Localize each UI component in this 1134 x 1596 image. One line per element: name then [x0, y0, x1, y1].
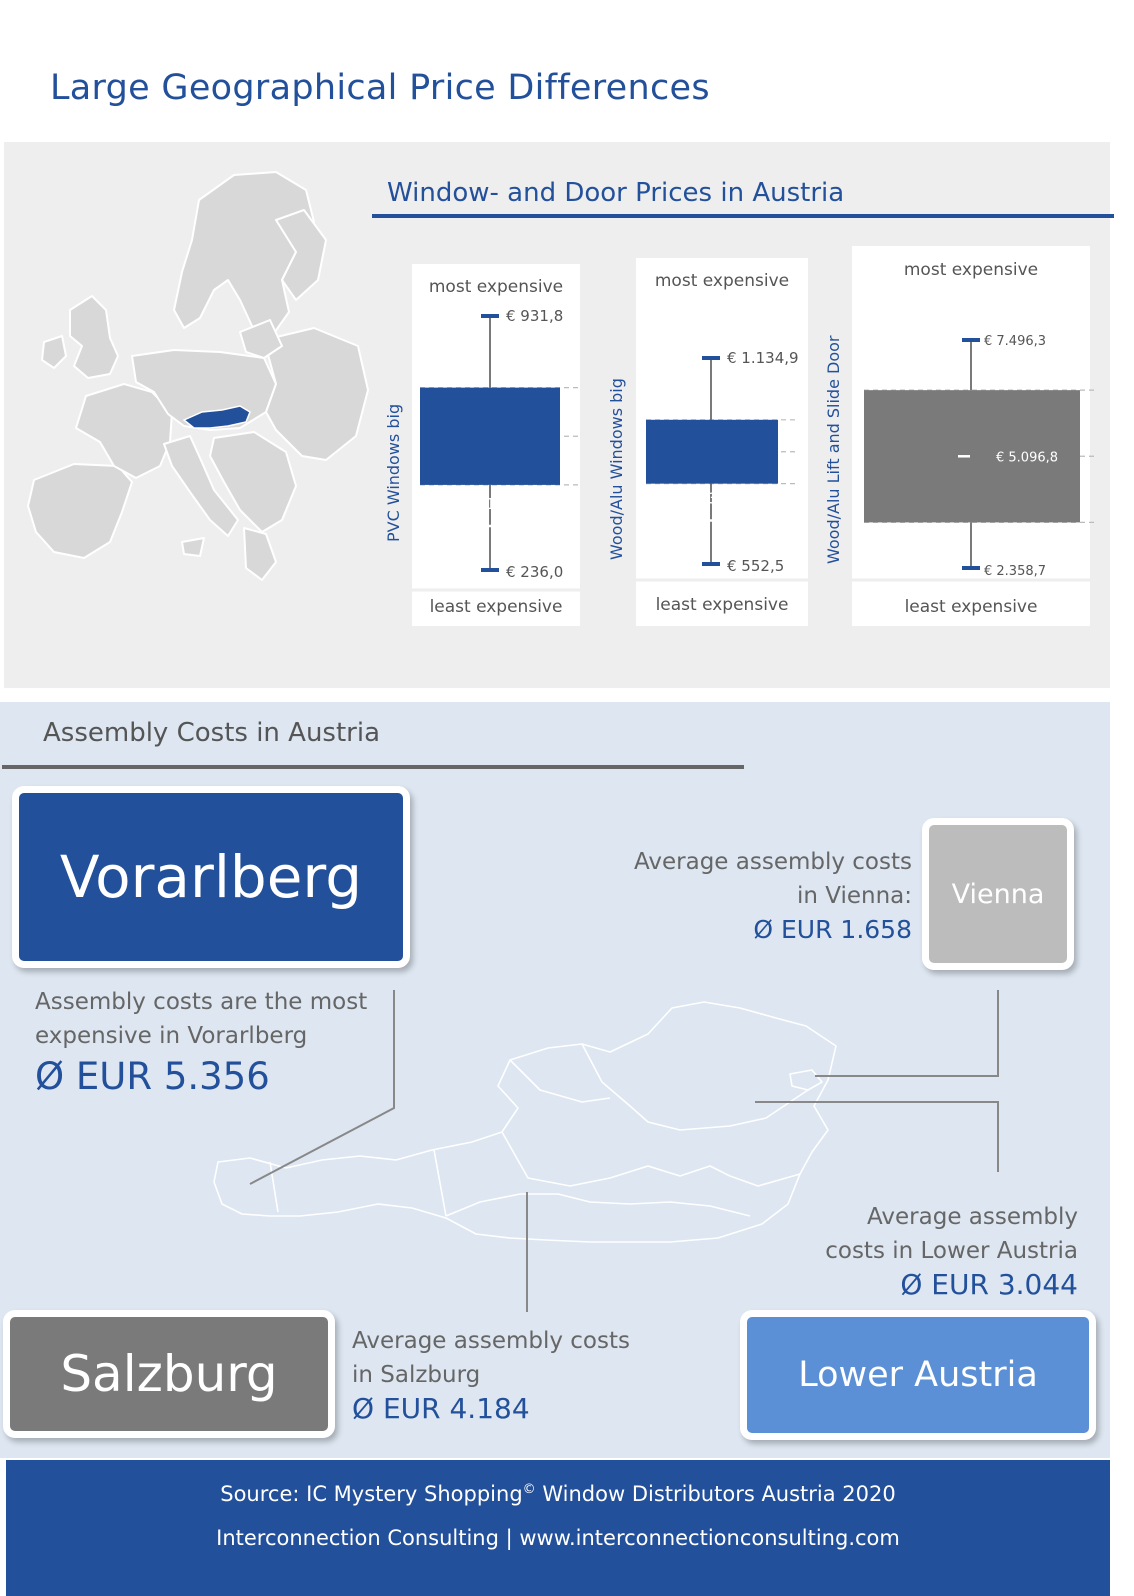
caption-line: expensive in Vorarlberg [35, 1023, 308, 1049]
most-expensive-label: most expensive [654, 271, 790, 291]
vienna-border [790, 1070, 822, 1090]
caption-vorarlberg [35, 985, 367, 1101]
copyright-mark: © [522, 1482, 536, 1497]
range-plot-canvas [636, 258, 808, 626]
series-label-lift-slide: Wood/Alu Lift and Slide Door [824, 335, 843, 564]
range-plot-canvas [412, 264, 580, 626]
most-expensive-label: most expensive [428, 277, 564, 297]
min-price-label: € 2.358,7 [984, 564, 1047, 579]
section-rule [372, 214, 1114, 218]
max-price-label: € 1.134,9 [727, 349, 799, 367]
mean-price-label: € 416,8 [462, 494, 520, 513]
region-badge-lower-austria: Lower Austria [740, 1310, 1096, 1440]
caption-salzburg [352, 1324, 630, 1426]
range-plot-canvas [852, 246, 1090, 626]
source-prefix: Source: IC Mystery Shopping [220, 1482, 523, 1506]
max-price-label: € 931,8 [506, 307, 564, 325]
page-title: Large Geographical Price Differences [50, 68, 710, 108]
scandinavia [174, 172, 314, 336]
credit-line: Interconnection Consulting | www.interconnectionconsulting.com [216, 1526, 900, 1550]
price-range-box [646, 420, 778, 484]
mean-price-label: € 737,7 [684, 489, 742, 508]
caption-line: Assembly costs are the most [35, 989, 368, 1015]
iberia [28, 464, 132, 558]
least-expensive-label: least expensive [429, 597, 563, 617]
cost-value-vorarlberg: Ø EUR 5.356 [35, 1055, 270, 1098]
boxplot-wood-alu-windows [636, 258, 808, 626]
uk-ireland [42, 296, 118, 378]
price-range-box [420, 388, 560, 485]
least-expensive-label: least expensive [904, 597, 1038, 617]
section-rule-assembly [2, 765, 744, 769]
source-suffix: Window Distributors Austria 2020 [535, 1482, 896, 1506]
series-label-wood-alu: Wood/Alu Windows big [607, 378, 626, 560]
min-price-label: € 552,5 [727, 557, 785, 575]
caption-vienna [600, 845, 912, 947]
caption-line: Average assembly costs [352, 1328, 630, 1354]
section-title-assembly: Assembly Costs in Austria [43, 718, 381, 748]
caption-line: costs in Lower Austria [825, 1238, 1078, 1264]
source-note [6, 1482, 1110, 1506]
least-expensive-label: least expensive [655, 595, 789, 615]
min-price-label: € 236,0 [506, 563, 564, 581]
region-badge-vienna: Vienna [922, 818, 1074, 970]
series-label-pvc: PVC Windows big [384, 403, 403, 542]
caption-line: in Vienna: [796, 883, 912, 909]
mean-price-label: € 5.096,8 [996, 450, 1059, 466]
boxplot-lift-slide-door [852, 246, 1090, 626]
section-title-prices: Window- and Door Prices in Austria [387, 178, 845, 208]
cost-value-vienna: Ø EUR 1.658 [753, 915, 912, 944]
cost-value-salzburg: Ø EUR 4.184 [352, 1392, 530, 1425]
boxplot-pvc-windows [412, 264, 580, 626]
footer [6, 1460, 1110, 1596]
greece [244, 528, 276, 580]
caption-line: in Salzburg [352, 1362, 481, 1388]
max-price-label: € 7.496,3 [984, 334, 1047, 349]
region-badge-vorarlberg: Vorarlberg [12, 786, 410, 968]
caption-line: Average assembly costs [634, 849, 912, 875]
caption-lower-austria [790, 1200, 1078, 1302]
caption-line: Average assembly [867, 1204, 1078, 1230]
most-expensive-label: most expensive [903, 260, 1039, 280]
region-badge-salzburg: Salzburg [3, 1310, 335, 1438]
europe-map [14, 160, 374, 630]
cost-value-lower-austria: Ø EUR 3.044 [900, 1268, 1078, 1301]
